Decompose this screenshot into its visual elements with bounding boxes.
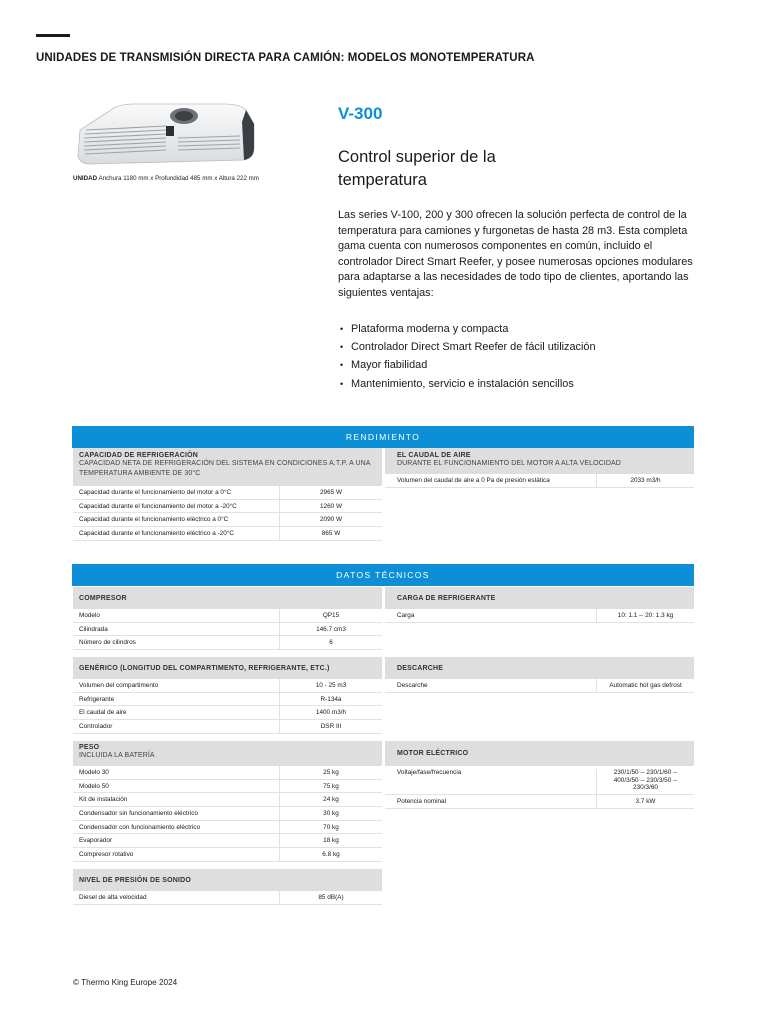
row-value: 146.7 cm3 bbox=[279, 623, 382, 636]
list-item-text: Controlador Direct Smart Reefer de fácil utilización bbox=[351, 341, 596, 354]
row-value: 24 kg bbox=[279, 793, 382, 806]
caudal-title: EL CAUDAL DE AIRE bbox=[397, 452, 471, 459]
table-row bbox=[73, 500, 382, 514]
table-row bbox=[73, 486, 382, 500]
row-label: Controlador bbox=[79, 722, 113, 730]
row-label: Compresor rotativo bbox=[79, 850, 134, 858]
row-value: 18 kg bbox=[279, 834, 382, 847]
row-value: 75 kg bbox=[279, 780, 382, 793]
list-item bbox=[340, 356, 596, 374]
row-label: Evaporador bbox=[79, 837, 113, 845]
peso-subtitle: INCLUIDA LA BATERÍA bbox=[79, 752, 155, 759]
row-value: 3.7 kW bbox=[596, 795, 694, 808]
capacidad-table bbox=[73, 448, 382, 541]
table-row bbox=[73, 679, 382, 693]
row-value: 2090 W bbox=[279, 513, 382, 526]
row-label: Kit de instalación bbox=[79, 796, 128, 804]
descarche-title: DESCARCHE bbox=[397, 664, 444, 672]
row-value: 25 kg bbox=[279, 766, 382, 779]
capacidad-header bbox=[73, 448, 382, 486]
caption-dimensions: Anchura 1180 mm x Profundidad 485 mm x Altura 222 mm bbox=[98, 175, 259, 182]
row-label: Modelo 30 bbox=[79, 768, 109, 776]
rendimiento-band: RENDIMIENTO bbox=[72, 426, 694, 448]
bullet-icon: • bbox=[340, 342, 344, 353]
carga-header bbox=[385, 587, 694, 609]
row-value: 6 bbox=[279, 636, 382, 649]
row-label: Descarche bbox=[397, 681, 428, 689]
carga-title: CARGA DE REFRIGERANTE bbox=[397, 594, 496, 602]
compresor-table bbox=[73, 587, 382, 650]
peso-header bbox=[73, 741, 382, 766]
table-row bbox=[73, 793, 382, 807]
capacidad-subtitle: CAPACIDAD NETA DE REFRIGERACIÓN DEL SISTEMA EN CONDICIONES A.T.P. A UNA TEMPERATURA AMBIENTE DE 30°C bbox=[79, 460, 371, 477]
table-row bbox=[73, 821, 382, 835]
generico-header bbox=[73, 657, 382, 679]
table-row bbox=[385, 679, 694, 693]
row-value: Automatic hot gas defrost bbox=[596, 679, 694, 692]
sonido-title: NIVEL DE PRESIÓN DE SONIDO bbox=[79, 876, 192, 884]
row-label: Volumen del compartimento bbox=[79, 681, 159, 689]
table-row bbox=[73, 807, 382, 821]
generico-title: GENÉRICO (LONGITUD DEL COMPARTIMENTO, REFRIGERANTE, ETC.) bbox=[79, 664, 330, 672]
footer-copyright: © Thermo King Europe 2024 bbox=[73, 978, 178, 987]
list-item-text: Plataforma moderna y compacta bbox=[351, 323, 509, 335]
row-value: 30 kg bbox=[279, 807, 382, 820]
row-label: Condensador con funcionamiento eléctrico bbox=[79, 823, 201, 831]
row-value: 2965 W bbox=[279, 486, 382, 499]
motor-header bbox=[385, 741, 694, 766]
table-row bbox=[73, 720, 382, 734]
row-value: 10: 1.1 -- 20: 1.3 kg bbox=[596, 609, 694, 622]
product-image bbox=[74, 100, 260, 170]
advantages-list bbox=[340, 320, 596, 393]
row-label: Voltaje/fase/frecuencia bbox=[397, 769, 462, 776]
compresor-header bbox=[73, 587, 382, 609]
table-row bbox=[73, 766, 382, 780]
headline: Control superior de la temperatura bbox=[338, 148, 496, 189]
row-value: 2033 m3/h bbox=[596, 474, 694, 487]
row-label: Modelo 50 bbox=[79, 782, 109, 790]
page-heading: UNIDADES DE TRANSMISIÓN DIRECTA PARA CAMIÓN: MODELOS MONOTEMPERATURA bbox=[36, 52, 535, 64]
table-row bbox=[73, 780, 382, 794]
bullet-icon: • bbox=[340, 324, 344, 334]
row-label: Refrigerante bbox=[79, 695, 115, 703]
row-label: El caudal de aire bbox=[79, 709, 127, 717]
table-row bbox=[385, 609, 694, 623]
row-value: 10 - 25 m3 bbox=[279, 679, 382, 692]
row-label: Modelo bbox=[79, 611, 100, 619]
descarche-table bbox=[385, 657, 694, 693]
row-label: Capacidad durante el funcionamiento eléctrico a -20°C bbox=[79, 529, 234, 537]
descarche-header bbox=[385, 657, 694, 679]
motor-title: MOTOR ELÉCTRICO bbox=[397, 750, 469, 757]
row-label: Volumen del caudal de aire a 0 Pa de presión estática bbox=[397, 476, 550, 484]
table-row bbox=[73, 706, 382, 720]
row-value: R-134a bbox=[279, 693, 382, 706]
table-row bbox=[385, 766, 694, 795]
list-item bbox=[340, 375, 596, 393]
row-label: Capacidad durante el funcionamiento del motor a 0°C bbox=[79, 488, 232, 496]
row-label: Potencia nominal bbox=[397, 797, 447, 805]
table-row bbox=[73, 513, 382, 527]
table-row bbox=[73, 636, 382, 650]
sonido-header bbox=[73, 869, 382, 891]
table-row bbox=[73, 527, 382, 541]
row-label: Número de cilindros bbox=[79, 639, 136, 647]
table-row bbox=[73, 609, 382, 623]
motor-table bbox=[385, 741, 694, 809]
row-label: Carga bbox=[397, 611, 415, 619]
caudal-header bbox=[385, 448, 694, 474]
row-label: Condensador sin funcionamiento eléctrico bbox=[79, 809, 199, 817]
row-value: 6.8 kg bbox=[279, 848, 382, 861]
list-item-text: Mayor fiabilidad bbox=[351, 359, 428, 372]
bullet-icon: • bbox=[340, 378, 344, 389]
compresor-title: COMPRESOR bbox=[79, 594, 127, 602]
list-item bbox=[340, 338, 596, 356]
row-value: 865 W bbox=[279, 527, 382, 540]
row-label: Capacidad durante el funcionamiento eléctrico a 0°C bbox=[79, 516, 229, 524]
generico-table bbox=[73, 657, 382, 734]
row-value: 230/1/50 -- 230/1/60 -- 400/3/50 -- 230/3/50 -- 230/3/60 bbox=[596, 769, 694, 794]
list-item bbox=[340, 320, 596, 338]
row-label: Diesel de alta velocidad bbox=[79, 893, 147, 901]
table-row bbox=[73, 693, 382, 707]
image-caption bbox=[73, 175, 259, 182]
table-row bbox=[385, 795, 694, 809]
caudal-table bbox=[385, 448, 694, 488]
row-value: QP15 bbox=[279, 609, 382, 622]
peso-table bbox=[73, 741, 382, 862]
bullet-icon: • bbox=[340, 360, 344, 371]
list-item-text: Mantenimiento, servicio e instalación sencillos bbox=[351, 377, 574, 390]
top-rule bbox=[36, 34, 70, 37]
capacidad-title: CAPACIDAD DE REFRIGERACIÓN bbox=[79, 452, 199, 459]
row-label: Cilindrada bbox=[79, 625, 108, 633]
sonido-table bbox=[73, 869, 382, 905]
intro-paragraph: Las series V-100, 200 y 300 ofrecen la solución perfecta de control de la temperatura para camiones y furgonetas de hasta 28 m3. Esta completa gama cuenta con numerosos componentes en común, incluido el controlador Direct Smart Reefer, y posee numerosas opciones modulares para adaptarse a las necesidades de todo tipo de clientes, aportando las siguientes ventajas: bbox=[338, 209, 693, 299]
row-value: 1400 m3/h bbox=[279, 706, 382, 719]
table-row bbox=[73, 623, 382, 637]
row-value: 1260 W bbox=[279, 500, 382, 513]
table-row bbox=[73, 891, 382, 905]
row-value: DSR III bbox=[279, 720, 382, 733]
row-label: Capacidad durante el funcionamiento del motor a -20°C bbox=[79, 502, 237, 510]
caudal-subtitle: DURANTE EL FUNCIONAMIENTO DEL MOTOR A ALTA VELOCIDAD bbox=[397, 460, 621, 467]
caption-label: UNIDAD bbox=[73, 175, 98, 182]
row-value: 85 dB(A) bbox=[279, 891, 382, 904]
table-row bbox=[73, 848, 382, 862]
datos-band: DATOS TÉCNICOS bbox=[72, 564, 694, 586]
peso-title: PESO bbox=[79, 744, 100, 751]
model-name: V-300 bbox=[338, 104, 383, 123]
table-row bbox=[73, 834, 382, 848]
carga-table bbox=[385, 587, 694, 623]
row-value: 70 kg bbox=[279, 821, 382, 834]
table-row bbox=[385, 474, 694, 488]
